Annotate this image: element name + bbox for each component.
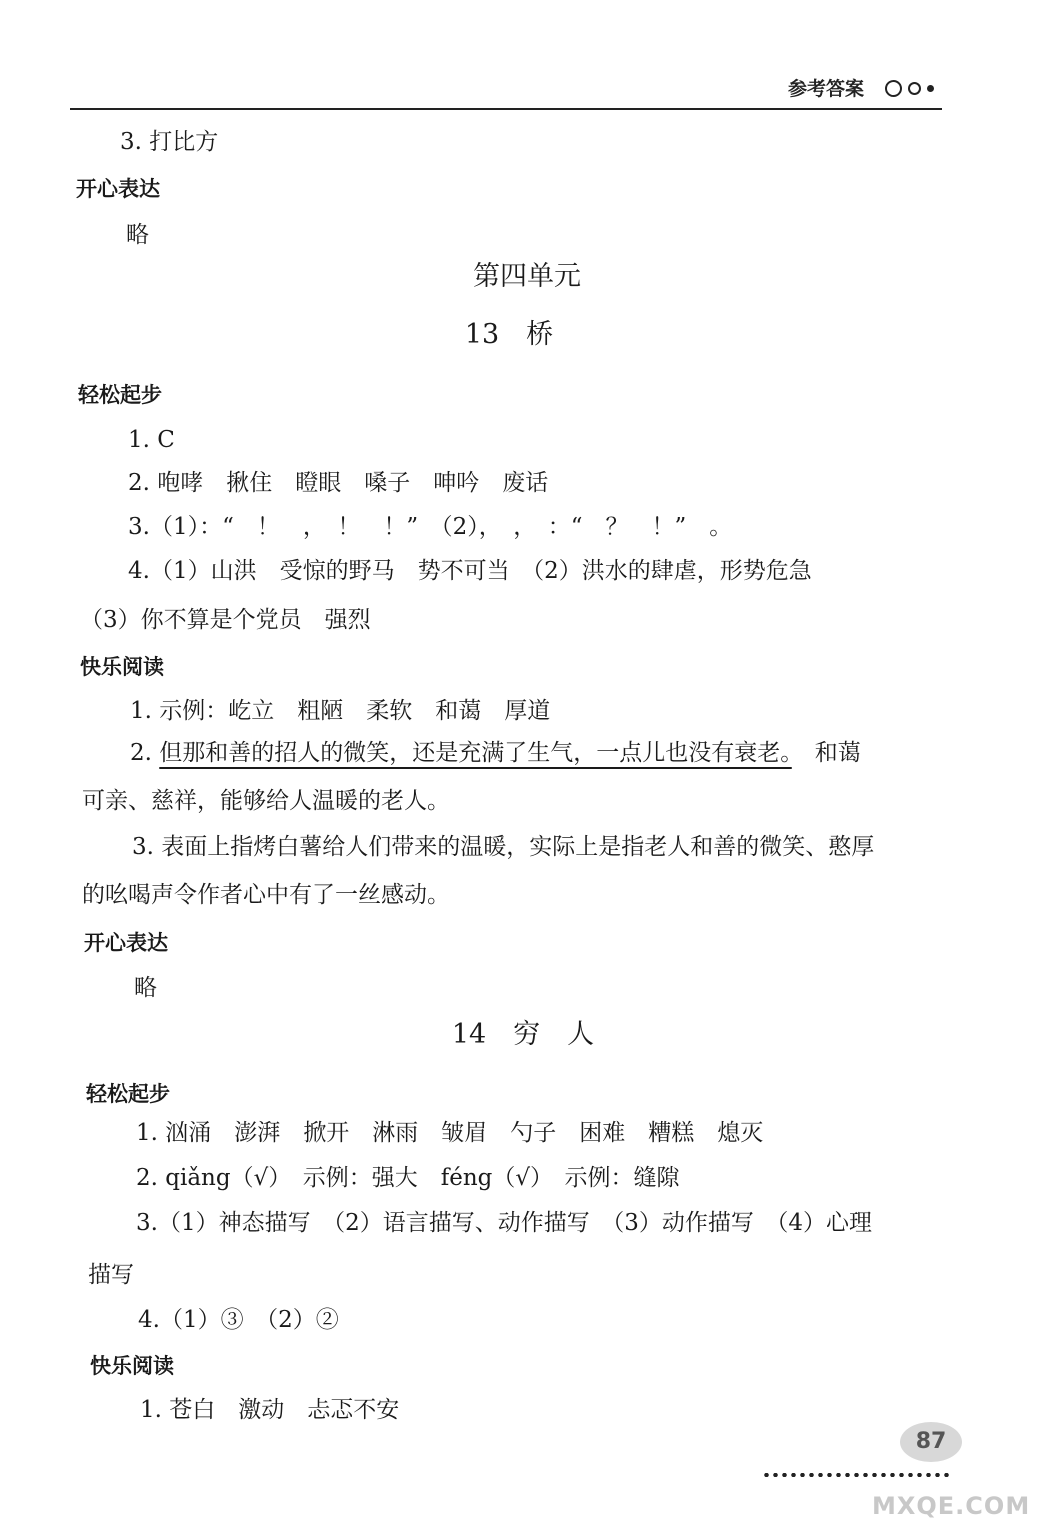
header-circles-icon [885, 80, 934, 97]
answer-line: 3.（1）神态描写 （2）语言描写、动作描写 （3）动作描写 （4）心理 [136, 1210, 872, 1236]
answer-line: 描写 [88, 1262, 134, 1288]
section-heading: 快乐阅读 [90, 1354, 174, 1378]
section-heading: 轻松起步 [78, 383, 162, 407]
answer-line: 1. 汹涌 澎湃 掀开 淋雨 皱眉 勺子 困难 糟糕 熄灭 [136, 1120, 764, 1146]
answer-line: 3.（1）：“ ！ ， ！ ！” （2）， ， ：“ ？ ！” 。 [128, 514, 733, 540]
section-heading: 开心表达 [76, 177, 160, 201]
answer-line: 2. qiǎng（√） 示例：强大 féng（√） 示例：缝隙 [136, 1165, 680, 1191]
section-heading: 快乐阅读 [80, 655, 164, 679]
answer-line: 4.（1）山洪 受惊的野马 势不可当 （2）洪水的肆虐，形势危急 [128, 558, 812, 584]
answer-line: 2. 咆哮 揪住 瞪眼 嗓子 呻吟 废话 [128, 470, 549, 496]
answer-line: 3. 打比方 [120, 129, 219, 155]
answer-line: 可亲、慈祥，能够给人温暖的老人。 [82, 788, 450, 814]
footer-dotted-rule [762, 1473, 952, 1477]
header-label: 参考答案 [787, 78, 864, 100]
answer-line: 4.（1）③ （2）② [138, 1307, 339, 1333]
answer-line: （3）你不算是个党员 强烈 [80, 607, 371, 633]
unit-title: 第四单元 [473, 261, 581, 292]
watermark: MXQE.COM [872, 1492, 1031, 1520]
section-heading: 轻松起步 [86, 1082, 170, 1106]
section-heading: 开心表达 [84, 931, 168, 955]
answer-line: 略 [134, 975, 157, 1001]
page-header [70, 68, 942, 110]
lesson-title: 14 穷 人 [451, 1019, 595, 1050]
answer-line: 的吆喝声令作者心中有了一丝感动。 [82, 882, 450, 908]
answer-line: 1. 苍白 激动 忐忑不安 [140, 1397, 400, 1423]
answer-line: 2. 但那和善的招人的微笑，还是充满了生气，一点儿也没有衰老。 和蔼 [130, 740, 861, 766]
answer-line: 1. 示例：屹立 粗陋 柔软 和蔼 厚道 [130, 698, 551, 724]
answer-line: 1. C [128, 427, 175, 453]
lesson-title: 13 桥 [464, 319, 554, 350]
answer-line: 略 [126, 222, 149, 248]
answer-line: 3. 表面上指烤白薯给人们带来的温暖，实际上是指老人和善的微笑、憨厚 [132, 834, 875, 860]
underlined-sentence: 但那和善的招人的微笑，还是充满了生气，一点儿也没有衰老。 [159, 740, 792, 766]
page-number: 87 [900, 1422, 962, 1462]
